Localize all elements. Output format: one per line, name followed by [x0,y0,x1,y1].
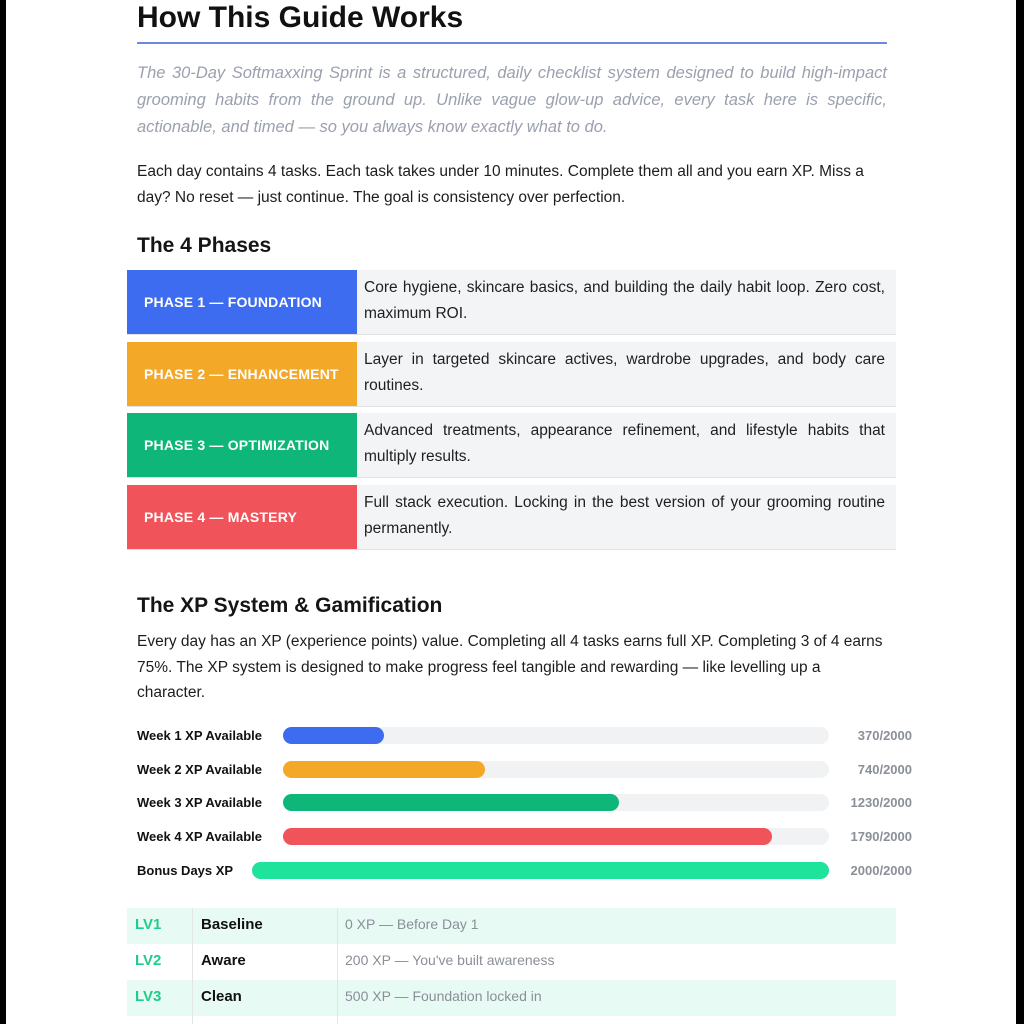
xp-bar-row [137,794,912,814]
xp-bar-row [137,828,912,848]
table-row [127,944,896,981]
phase-row [127,342,896,407]
xp-bar-track [252,862,829,879]
title-divider [137,42,887,44]
xp-bar-value: 2000/2000 [850,863,912,878]
phase-row [127,413,896,478]
level-code-cell [127,1016,193,1024]
table-row [127,980,896,1017]
xp-bar-label: Bonus Days XP [137,863,234,878]
xp-bar-fill [283,727,384,744]
phase-description: Core hygiene, skincare basics, and building the daily habit loop. Zero cost, maximum ROI. [364,279,885,322]
xp-paragraph: Every day has an XP (experience points) value. Completing all 4 tasks earns full XP. Completing 3 of 4 earns 75%. The XP system is designed to make progress feel tangible and rewarding — like levelling up a character. [137,633,883,701]
xp-bar-value: 1790/2000 [850,829,912,844]
document-page [6,0,1016,1024]
intro-paragraph: The 30-Day Softmaxxing Sprint is a structured, daily checklist system designed to build high-impact grooming habits from the ground up. Unlike vague glow-up advice, every task here is specific, actionable, and timed — so you always know exactly what to do. [137,64,887,136]
level-description: 0 XP — Before Day 1 [345,916,479,932]
xp-bar-label: Week 2 XP Available [137,762,263,777]
phase-label: PHASE 3 — OPTIMIZATION [127,413,357,477]
xp-bar-fill [283,761,485,778]
xp-heading: The XP System & Gamification [137,594,443,617]
level-name: Baseline [194,908,338,944]
xp-bar-track [283,727,829,744]
phase-row [127,485,896,550]
xp-bar-value: 370/2000 [857,728,912,743]
phase-description: Layer in targeted skincare actives, wardrobe upgrades, and body care routines. [364,351,885,394]
level-name: Aware [194,944,338,980]
level-name: Clean [194,980,338,1016]
xp-bar-row [137,727,912,747]
xp-bar-value: 1230/2000 [850,795,912,810]
phase-description: Full stack execution. Locking in the best version of your grooming routine permanently. [364,494,885,537]
xp-bar-row [137,761,912,781]
level-code: LV2 [127,944,193,980]
xp-bar-fill [252,862,829,879]
xp-bar-fill [283,794,619,811]
phase-label: PHASE 1 — FOUNDATION [127,270,357,334]
phase-label: PHASE 2 — ENHANCEMENT [127,342,357,406]
level-name-cell [194,1016,338,1024]
xp-bar-fill [283,828,772,845]
table-row [127,1016,896,1024]
xp-bar-label: Week 1 XP Available [137,728,263,743]
xp-bar-track [283,761,829,778]
xp-bar-row [137,862,912,882]
xp-bar-value: 740/2000 [857,762,912,777]
xp-bar-label: Week 3 XP Available [137,795,263,810]
phase-row [127,270,896,335]
xp-bar-label: Week 4 XP Available [137,829,263,844]
level-description: 500 XP — Foundation locked in [345,988,542,1004]
table-row [127,908,896,945]
tasks-paragraph: Each day contains 4 tasks. Each task takes under 10 minutes. Complete them all and you earn XP. Miss a day? No reset — just continue. The goal is consistency over perfection. [137,163,864,206]
xp-bar-track [283,794,829,811]
level-code: LV3 [127,980,193,1016]
xp-bar-track [283,828,829,845]
phase-description: Advanced treatments, appearance refinement, and lifestyle habits that multiply results. [364,422,885,465]
page-title: How This Guide Works [137,1,464,34]
level-code: LV1 [127,908,193,944]
phase-label: PHASE 4 — MASTERY [127,485,357,549]
phases-heading: The 4 Phases [137,234,272,257]
level-description: 200 XP — You've built awareness [345,952,555,968]
